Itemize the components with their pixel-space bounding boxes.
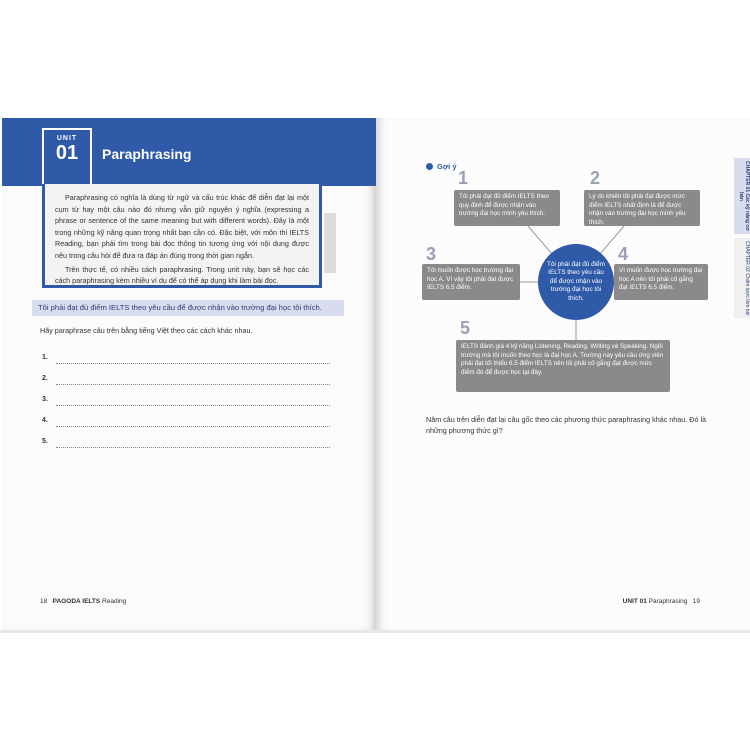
unit-label: UNIT [56, 135, 78, 142]
answer-number: 5. [42, 438, 48, 445]
instruction-text: Hãy paraphrase câu trên bằng tiếng Việt theo các cách khác nhau. [40, 326, 253, 335]
answer-rule [56, 426, 330, 427]
tab-chapter-01[interactable]: CHAPTER 01 Các kỹ năng cơ bản [734, 158, 750, 234]
answer-number: 4. [42, 417, 48, 424]
mind-map-node-4: Vì muốn được học trường đại học A nên tôi phải cố gắng đạt IELTS 6.5 điểm. [614, 264, 708, 300]
answer-rule [56, 405, 330, 406]
node-number: 3 [426, 244, 437, 264]
closing-question: Năm câu trên diễn đạt lại câu gốc theo các phương thức paraphrasing khác nhau. Đó là những phương thức gì? [426, 415, 707, 435]
mind-map-node-1: Tôi phải đạt đủ điểm IELTS theo quy định để được nhận vào trường đại học mình yêu thích. [454, 190, 560, 226]
right-page [376, 118, 750, 630]
book-title: PAGODA IELTS [52, 598, 101, 605]
tab-chapter-02[interactable]: CHAPTER 02 Chiến lược làm bài [734, 238, 750, 318]
answer-line-5[interactable] [42, 438, 330, 450]
left-footer [40, 598, 126, 605]
answer-line-3[interactable] [42, 396, 330, 408]
question-bar: Tôi phải đạt đủ điểm IELTS theo yêu cầu để được nhận vào trường đại học tôi thích. [32, 300, 344, 316]
mind-map-node-3: Tôi muốn được học trường đại học A. Vì vậy tôi phải đạt được IELTS 6.5 điểm. [422, 264, 520, 300]
book-spread [0, 118, 750, 630]
answer-rule [56, 384, 330, 385]
page-number: 19 [692, 598, 700, 605]
mind-map-center [538, 244, 614, 320]
unit-badge [42, 128, 92, 190]
footer-title: Paraphrasing [648, 598, 688, 605]
intro-paragraph-2: Trên thực tế, có nhiều cách paraphrasing. Trong unit này, bạn sẽ học các cách paraphrasing kèm nhiều ví dụ để có thể áp dụng khi làm bài đọc. [55, 264, 309, 286]
center-text: Tôi phải đạt đủ điểm IELTS theo yêu cầu để được nhận vào trường đại học tôi thích. [547, 260, 605, 302]
left-page [2, 118, 376, 630]
right-footer [623, 598, 700, 605]
page-number: 18 [40, 598, 48, 605]
answer-number: 3. [42, 396, 48, 403]
unit-number: 01 [55, 142, 79, 164]
unit-title: Paraphrasing [102, 146, 192, 162]
mind-map-node-5: IELTS đánh giá 4 kỹ năng Listening, Reading, Writing và Speaking. Ngôi trường mà tôi muốn theo học là đại học A. Trường này yêu cầu ứng viên phải đạt tối thiểu 6.5 điểm IELTS nên tôi phải cố gắng đạt được mức điểm đó để được học tại đây. [456, 340, 670, 392]
node-number: 1 [458, 168, 469, 188]
node-number: 2 [590, 168, 601, 188]
mind-map [406, 168, 736, 398]
answer-line-1[interactable] [42, 354, 330, 366]
answer-number: 2. [42, 375, 48, 382]
hint-label: Gợi ý [437, 162, 457, 171]
node-number: 4 [618, 244, 629, 264]
mind-map-node-2: Lý do khiến tôi phải đạt được mức điểm IELTS nhất định là để được nhận vào trường đại học mình yêu thích. [584, 190, 700, 226]
intro-paragraph-1: Paraphrasing có nghĩa là dùng từ ngữ và cấu trúc khác để diễn đạt lại một cụm từ hay một câu nào đó nhưng vẫn giữ nguyên ý nghĩa (expressing a phrase or sentence of the same meaning but with different words). Đây là một trong những kỹ năng quan trọng nhất bạn cần có. Đặc biệt, với môn thi IELTS Reading, bạn phải tìm trong bài đọc thông tin tương ứng với nội dung được nêu trong câu hỏi để đưa ra đáp án đúng trong thời gian ngắn. [55, 193, 309, 260]
chapter-tabs [734, 158, 750, 328]
answer-line-4[interactable] [42, 417, 330, 429]
intro-box [42, 184, 322, 288]
answer-rule [56, 447, 330, 448]
bottom-shadow [0, 630, 750, 633]
answer-rule [56, 363, 330, 364]
book-subject: Reading [102, 598, 127, 605]
answer-line-2[interactable] [42, 375, 330, 387]
side-decoration [324, 213, 336, 273]
answer-number: 1. [42, 354, 48, 361]
node-number: 5 [460, 318, 471, 338]
footer-unit: UNIT 01 [622, 598, 647, 605]
